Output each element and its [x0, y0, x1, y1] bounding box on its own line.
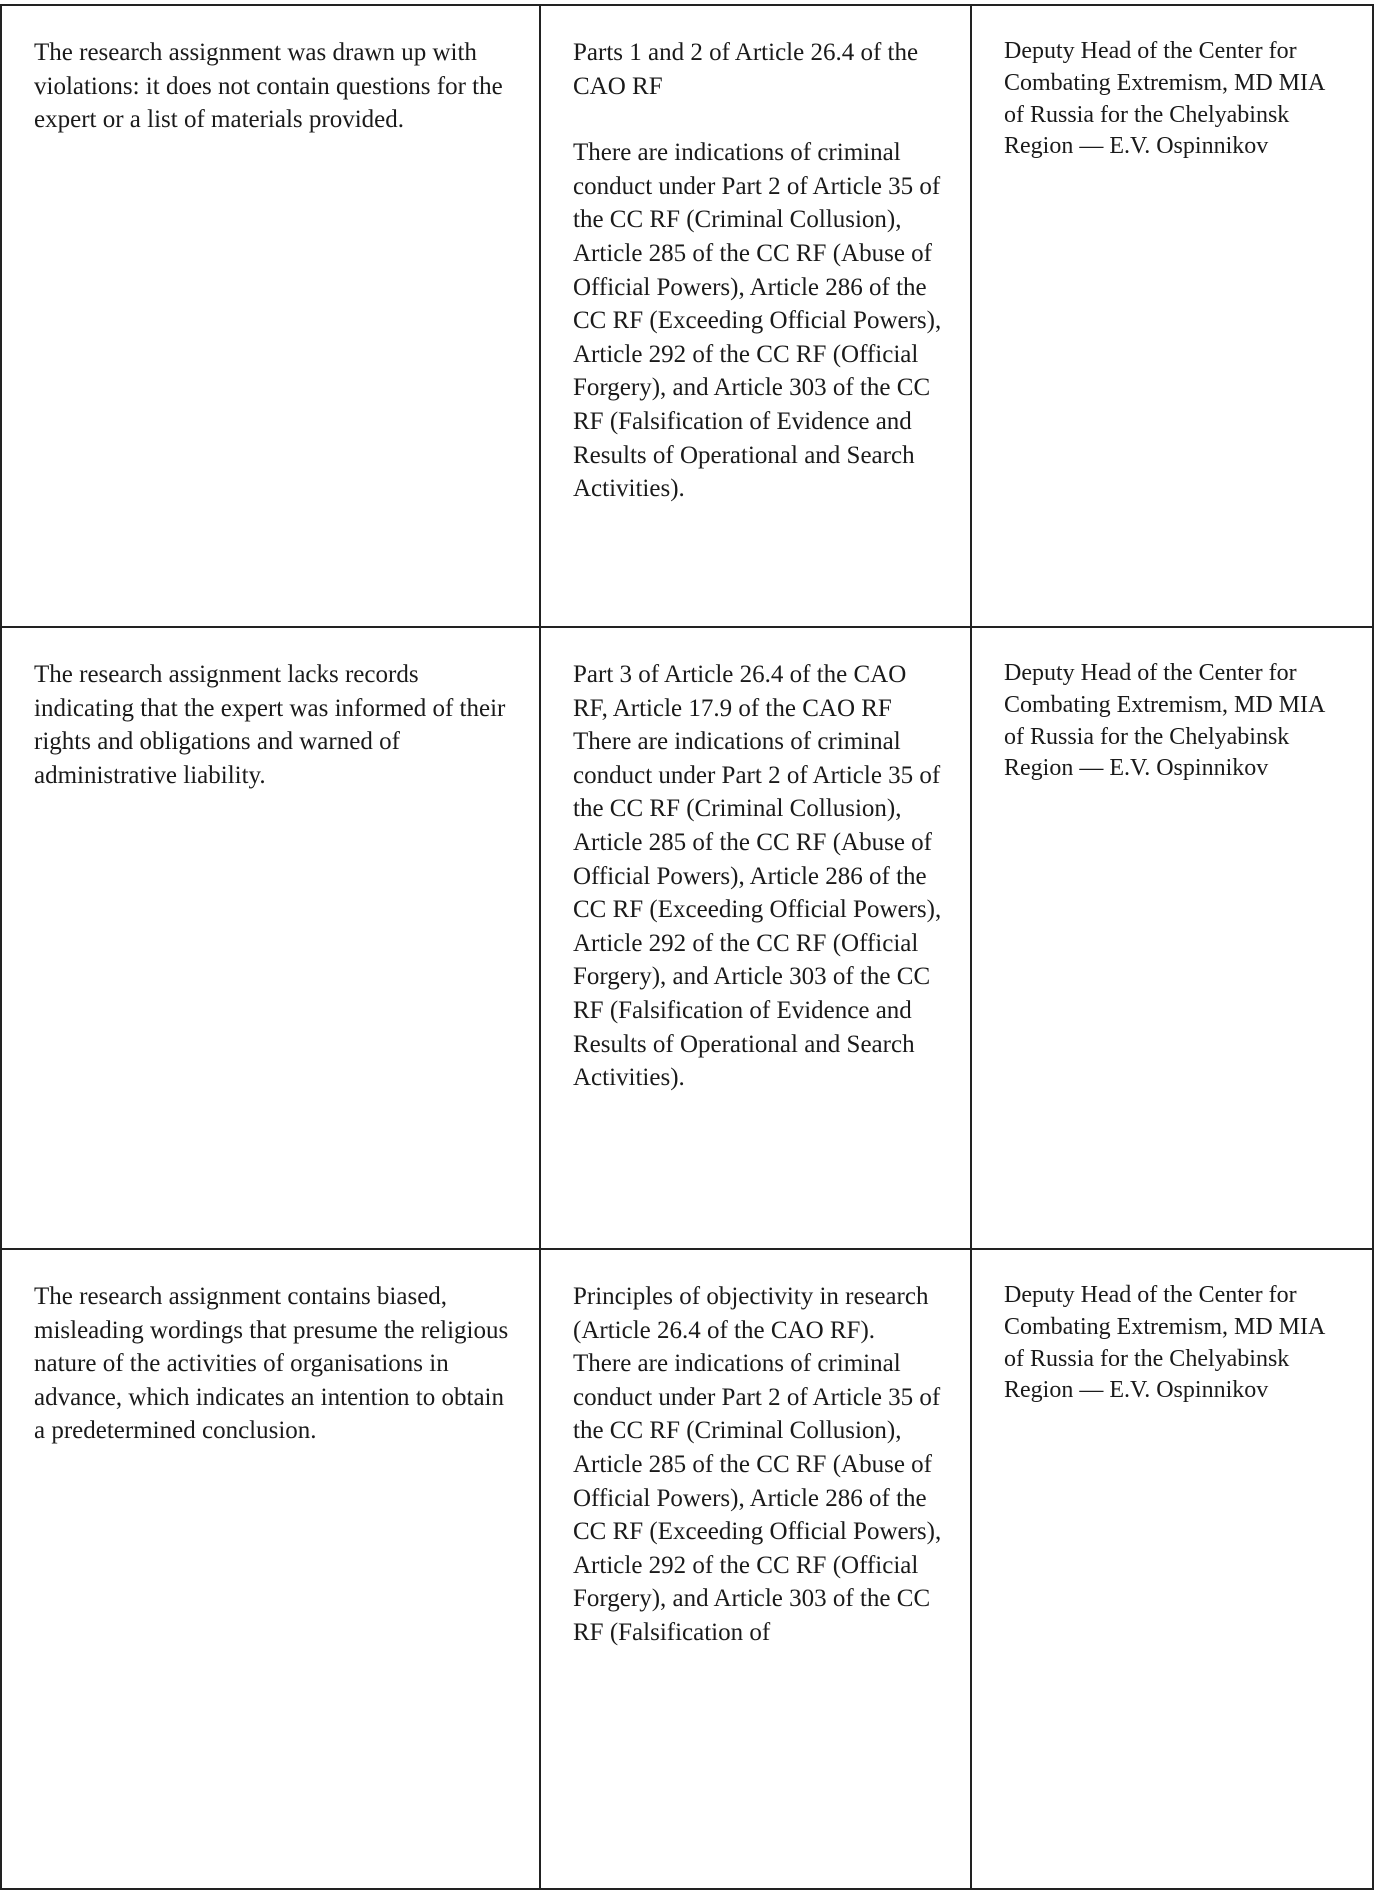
legal-basis-text: Part 3 of Article 26.4 of the CAO RF, Article 17.9 of the CAO RF: [573, 661, 907, 722]
legal-basis-cell: [540, 627, 971, 1249]
table-row: [1, 627, 1373, 1249]
official-text: Deputy Head of the Center for Combating Extremism, MD MIA of Russia for the Chelyabinsk Region — E.V. Ospinnikov: [1004, 1282, 1324, 1404]
legal-basis-text: Parts 1 and 2 of Article 26.4 of the CAO RF: [573, 39, 919, 100]
official-cell: [971, 1249, 1373, 1889]
violation-cell: [1, 5, 540, 627]
table-row: [1, 5, 1373, 627]
legal-basis-cell: [540, 5, 971, 627]
violation-cell: [1, 627, 540, 1249]
official-text: Deputy Head of the Center for Combating Extremism, MD MIA of Russia for the Chelyabinsk Region — E.V. Ospinnikov: [1004, 38, 1324, 160]
paragraph-gap: [573, 103, 942, 136]
table-row: [1, 1249, 1373, 1889]
legal-basis-cell: [540, 1249, 971, 1889]
violation-cell: [1, 1249, 540, 1889]
violation-text: The research assignment lacks records indicating that the expert was informed of their rights and obligations and warned of administrative liability.: [34, 661, 506, 789]
criminal-indications-text: There are indications of criminal conduct under Part 2 of Article 35 of the CC RF (Criminal Collusion), Article 285 of the CC RF (Abuse of Official Powers), Article 286 of the CC RF (Exceeding Official Powers), Article 292 of the CC RF (Official Forgery), and Article 303 of the CC RF (Falsification of Evidence and Results of Operational and Search Activities).: [573, 139, 942, 503]
criminal-indications-text: There are indications of criminal conduct under Part 2 of Article 35 of the CC RF (Criminal Collusion), Article 285 of the CC RF (Abuse of Official Powers), Article 286 of the CC RF (Exceeding Official Powers), Article 292 of the CC RF (Official Forgery), and Article 303 of the CC RF (Falsification of Evidence and Results of Operational and Search Activities).: [573, 728, 942, 1092]
violation-text: The research assignment contains biased, misleading wordings that presume the religious nature of the activities of organisations in advance, which indicates an intention to obtain a predetermined conclusion.: [34, 1283, 509, 1445]
official-cell: [971, 5, 1373, 627]
official-text: Deputy Head of the Center for Combating Extremism, MD MIA of Russia for the Chelyabinsk Region — E.V. Ospinnikov: [1004, 660, 1324, 782]
violation-text: The research assignment was drawn up with violations: it does not contain questions for the expert or a list of materials provided.: [34, 39, 503, 134]
criminal-indications-text: There are indications of criminal conduct under Part 2 of Article 35 of the CC RF (Criminal Collusion), Article 285 of the CC RF (Abuse of Official Powers), Article 286 of the CC RF (Exceeding Official Powers), Article 292 of the CC RF (Official Forgery), and Article 303 of the CC RF (Falsification of: [573, 1350, 942, 1646]
legal-basis-text: Principles of objectivity in research (Article 26.4 of the CAO RF).: [573, 1283, 929, 1344]
violations-table: [0, 4, 1374, 1890]
official-cell: [971, 627, 1373, 1249]
